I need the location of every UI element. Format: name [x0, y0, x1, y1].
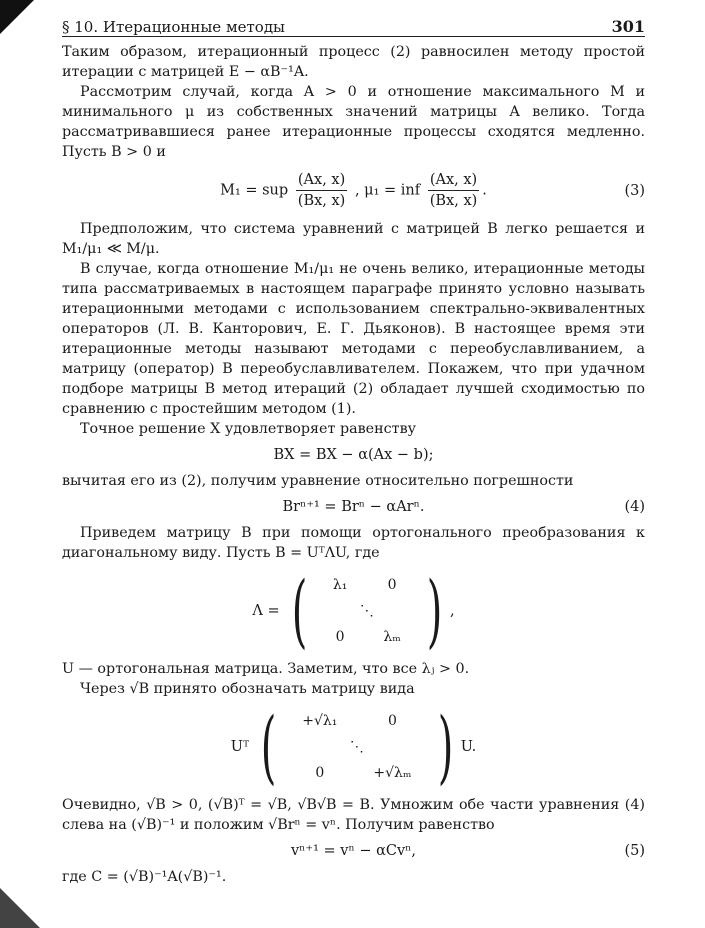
equation-5: vⁿ⁺¹ = vⁿ − αCvⁿ, (5)	[290, 843, 645, 859]
right-paren: )	[437, 700, 453, 793]
paragraph: Точное решение X удовлетворяет равенству	[80, 421, 417, 437]
scan-corner-shadow	[0, 0, 34, 34]
paragraph: Рассмотрим случай, когда A > 0 и отношение максимального M и минимального μ из собственных значений матрицы A велико. Тогда рассматривавшиеся ранее итерационные процессы сходятся медленно. Пусть B > 0 и	[62, 84, 645, 160]
right-paren: )	[426, 564, 443, 657]
fraction: $\frac{(Ax, x)}{(Bx, x)}$	[429, 172, 478, 209]
paragraph: Приведем матрицу B при помощи ортогонального преобразования к диагональному виду. Пусть B = UᵀΛU, где	[62, 525, 645, 561]
fraction: $\frac{(Ax, x)}{(Bx, x)}$	[297, 172, 346, 209]
equation-number: (4)	[624, 499, 645, 515]
paragraph: Предположим, что система уравнений с матрицей B легко решается и M₁/μ₁ ≪ M/μ.	[62, 221, 645, 257]
left-paren: (	[291, 564, 308, 657]
lambda-matrix: Λ = ( λ₁ 0 ⋱ 0 λₘ ) ,	[252, 564, 455, 657]
equation-exact: BX = BX − α(Ax − b);	[273, 447, 434, 463]
paragraph: Очевидно, √B > 0, (√B)ᵀ = √B, √B√B = B. Умножим обе части уравнения (4) слева на (√B)⁻¹ и положим √Brⁿ = vⁿ. Получим равенство	[62, 797, 645, 833]
scan-corner-shadow-bottom	[0, 888, 40, 928]
left-paren: (	[260, 700, 277, 793]
eq-mu1: , μ₁ = inf	[354, 182, 421, 199]
eq-m1: M₁ = sup	[220, 182, 289, 199]
page-number: 301	[611, 17, 645, 36]
paragraph: В случае, когда отношение M₁/μ₁ не очень велико, итерационные методы типа рассматриваемых в настоящем параграфе принято условно называть итерационными методами с использованием спектрально-эквивалентных операторов (Л. В. Канторович, Е. Г. Дьяконов). В настоящее время эти итерационные методы называют методами с переобуславливанием, а матрицу (оператор) B переобуславливателем. Покажем, что при удачном подборе матрицы B метод итераций (2) обладает лучшей сходимостью по сравнению с простейшим методом (1).	[62, 261, 645, 417]
paragraph: U — ортогональная матрица. Заметим, что все λⱼ > 0.	[62, 661, 470, 677]
paragraph: вычитая его из (2), получим уравнение относительно погрешности	[62, 473, 574, 489]
matrix-table: +√λ₁ 0 ⋱ 0 +√λₘ	[302, 713, 412, 781]
paragraph: Через √B принято обозначать матрицу вида	[80, 681, 415, 697]
matrix-table: λ₁ 0 ⋱ 0 λₘ	[332, 577, 401, 645]
page-body	[62, 42, 645, 887]
equation-number: (3)	[624, 182, 645, 199]
paragraph: где C = (√B)⁻¹A(√B)⁻¹.	[62, 869, 227, 885]
sqrt-matrix: Uᵀ ( +√λ₁ 0 ⋱ 0 +√λₘ ) U.	[230, 700, 477, 793]
equation-number: (5)	[624, 843, 645, 859]
equation-4: Brⁿ⁺¹ = Brⁿ − αArⁿ. (4)	[282, 499, 645, 515]
paragraph: Таким образом, итерационный процесс (2) равносилен методу простой итерации с матрицей E − αB⁻¹A.	[62, 44, 645, 80]
equation-3: M₁ = sup $\frac{(Ax, x)}{(Bx, x)}$ , μ₁ = inf $\frac{(Ax, x)}{(Bx, x)}$ . (3)	[220, 172, 645, 209]
running-header	[62, 12, 645, 37]
section-title: § 10. Итерационные методы	[62, 18, 285, 36]
